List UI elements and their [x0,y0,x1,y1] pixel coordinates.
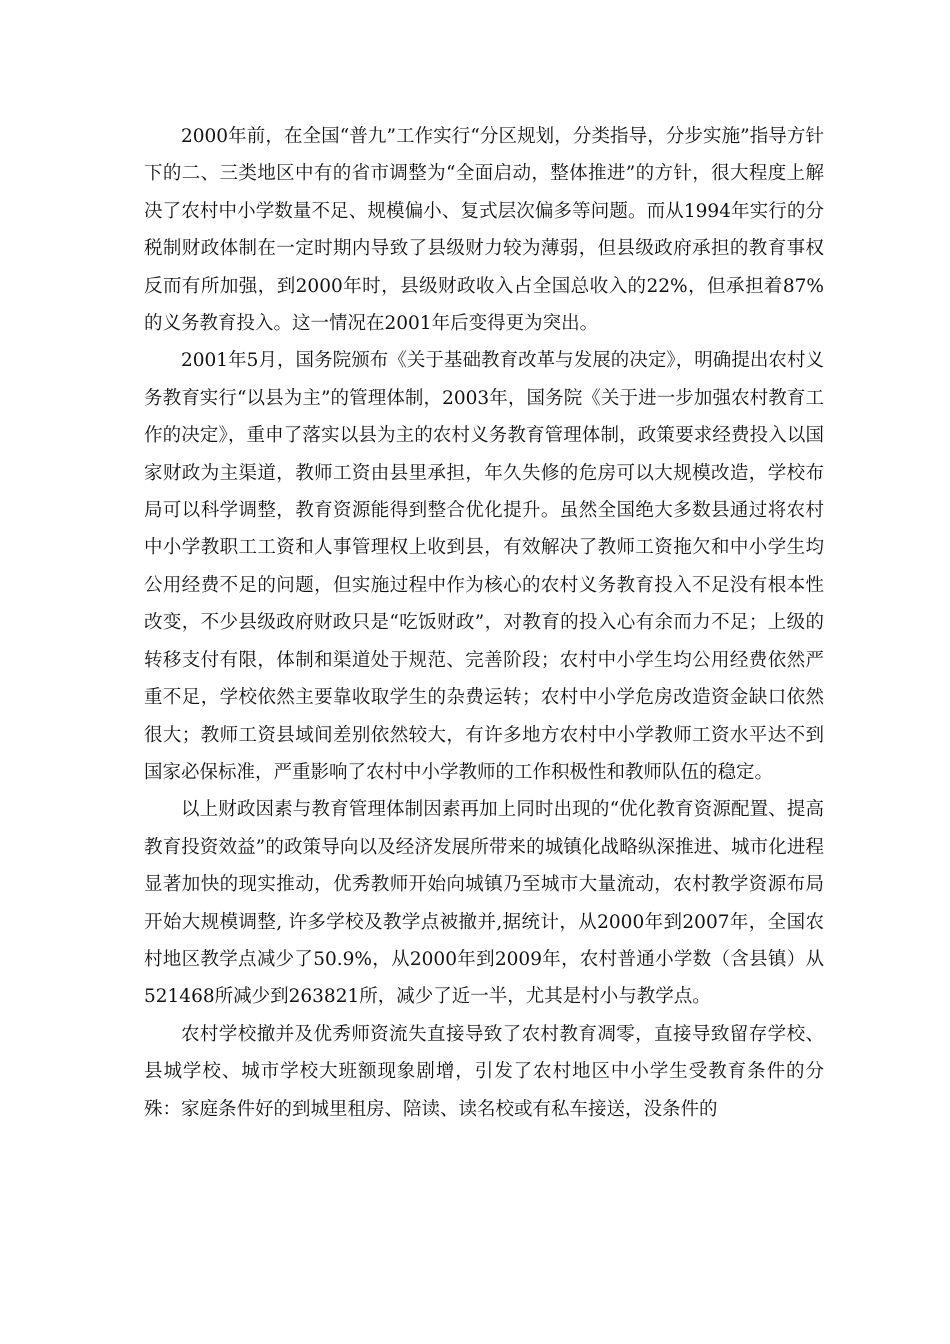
paragraph-3: 以上财政因素与教育管理体制因素再加上同时出现的“优化教育资源配置、提高教育投资效益”的政策导向以及经济发展所带来的城镇化战略纵深推进、城市化进程显著加快的现实推动，优秀教师开始向城镇乃至城市大量流动，农村教学资源布局开始大规模调整, 许多学校及教学点被撤并,据统计，从2000年到2007年，全国农村地区教学点减少了50.9%，从2000年到2009年，农村普通小学数（含县镇）从521468所减少到263821所，减少了近一半，尤其是村小与教学点。 [144,799,824,1008]
paragraph-4: 农村学校撤并及优秀师资流失直接导致了农村教育凋零，直接导致留存学校、县城学校、城市学校大班额现象剧增，引发了农村地区中小学生受教育条件的分殊：家庭条件好的到城里租房、陪读、读名校或有私车接送，没条件的 [144,1023,824,1120]
document-body [144,118,824,1128]
paragraph-2: 2001年5月，国务院颁布《关于基础教育改革与发展的决定》，明确提出农村义务教育实行“以县为主”的管理体制，2003年，国务院《关于进一步加强农村教育工作的决定》，重申了落实以县为主的农村义务教育管理体制，政策要求经费投入以国家财政为主渠道，教师工资由县里承担，年久失修的危房可以大规模改造，学校布局可以科学调整，教育资源能得到整合优化提升。虽然全国绝大多数县通过将农村中小学教职工工资和人事管理权上收到县，有效解决了教师工资拖欠和中小学生均公用经费不足的问题，但实施过程中作为核心的农村义务教育投入不足没有根本性改变，不少县级政府财政只是“吃饭财政”，对教育的投入心有余而力不足；上级的转移支付有限，体制和渠道处于规范、完善阶段；农村中小学生均公用经费依然严重不足，学校依然主要靠收取学生的杂费运转；农村中小学危房改造资金缺口依然很大；教师工资县域间差别依然较大，有许多地方农村中小学教师工资水平达不到国家必保标准，严重影响了农村中小学教师的工作积极性和教师队伍的稳定。 [144,350,824,783]
paragraph-1: 2000年前，在全国“普九”工作实行“分区规划，分类指导，分步实施”指导方针下的二、三类地区中有的省市调整为“全面启动，整体推进”的方针，很大程度上解决了农村中小学数量不足、规模偏小、复式层次偏多等问题。而从1994年实行的分税制财政体制在一定时期内导致了县级财力较为薄弱，但县级政府承担的教育事权反而有所加强，到2000年时，县级财政收入占全国总收入的22%，但承担着87%的义务教育投入。这一情况在2001年后变得更为突出。 [144,126,824,335]
